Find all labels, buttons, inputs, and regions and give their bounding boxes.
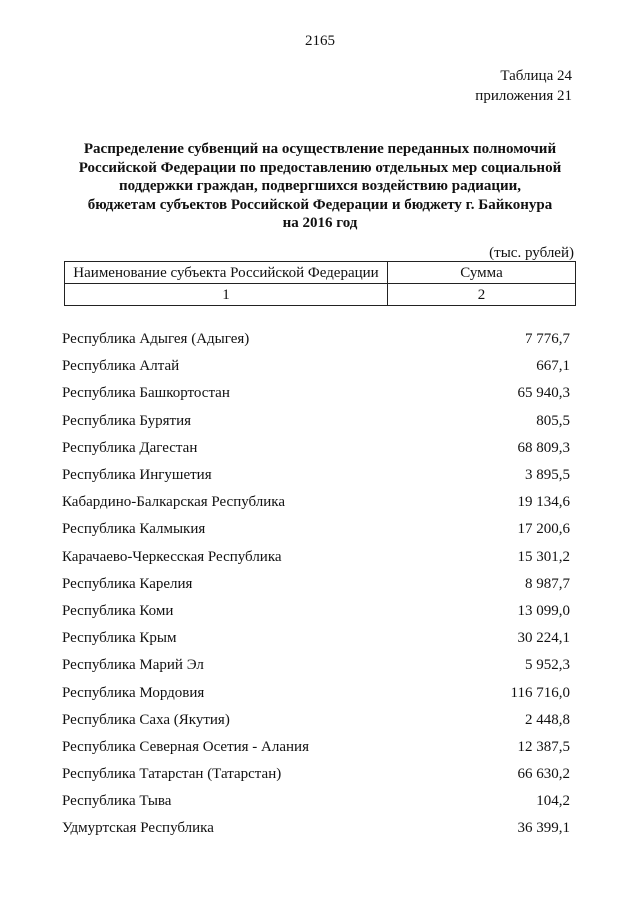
subject-name: Республика Крым xyxy=(62,630,177,647)
table-row xyxy=(62,761,570,788)
amount-value: 3 895,5 xyxy=(525,467,570,484)
table-row xyxy=(62,353,570,380)
table-row xyxy=(62,625,570,652)
table-row xyxy=(62,788,570,815)
subject-name: Республика Коми xyxy=(62,602,174,619)
table-row xyxy=(62,598,570,625)
table-row xyxy=(62,679,570,706)
table-reference xyxy=(475,66,572,106)
amount-value: 667,1 xyxy=(536,358,570,375)
table-row xyxy=(62,571,570,598)
amount-value: 36 399,1 xyxy=(517,820,570,837)
table-header xyxy=(64,261,576,306)
subject-name: Кабардино-Балкарская Республика xyxy=(62,494,286,511)
column-header-name: Наименование субъекта Российской Федерации xyxy=(65,262,388,284)
amount-value: 805,5 xyxy=(536,412,570,429)
amount-value: 116 716,0 xyxy=(510,684,570,701)
table-reference-line: приложения 21 xyxy=(475,88,572,104)
amount-value: 15 301,2 xyxy=(517,548,570,565)
amount-value: 7 776,7 xyxy=(525,331,570,348)
title-line: бюджетам субъектов Российской Федерации и бюджету г. Байконура xyxy=(87,196,553,213)
subject-name: Республика Алтай xyxy=(62,358,180,375)
table-row xyxy=(62,380,570,407)
amount-value: 30 224,1 xyxy=(517,630,570,647)
amount-value: 2 448,8 xyxy=(525,711,570,728)
table-row xyxy=(62,544,570,571)
amount-value: 12 387,5 xyxy=(517,738,570,755)
column-number-row xyxy=(65,284,576,306)
table-body xyxy=(62,326,570,843)
amount-value: 17 200,6 xyxy=(517,521,570,538)
subject-name: Республика Татарстан (Татарстан) xyxy=(62,766,282,783)
subject-name: Республика Адыгея (Адыгея) xyxy=(62,331,250,348)
subject-name: Республика Саха (Якутия) xyxy=(62,711,230,728)
amount-value: 5 952,3 xyxy=(525,657,570,674)
column-number-2: 2 xyxy=(388,284,576,306)
amount-value: 13 099,0 xyxy=(517,602,570,619)
table-row xyxy=(62,734,570,761)
column-number-1: 1 xyxy=(65,284,388,306)
amount-value: 68 809,3 xyxy=(517,439,570,456)
table-row xyxy=(62,815,570,842)
subject-name: Республика Дагестан xyxy=(62,439,198,456)
subject-name: Республика Северная Осетия - Алания xyxy=(62,738,309,755)
title-line: Российской Федерации по предоставлению отдельных мер социальной xyxy=(78,159,562,176)
amount-value: 65 940,3 xyxy=(517,385,570,402)
amount-value: 19 134,6 xyxy=(517,494,570,511)
table-row xyxy=(62,408,570,435)
column-header-amount: Сумма xyxy=(388,262,576,284)
table-row xyxy=(62,489,570,516)
table-row xyxy=(62,435,570,462)
table-row xyxy=(62,707,570,734)
table-row xyxy=(62,516,570,543)
subject-name: Республика Карелия xyxy=(62,575,193,592)
amount-value: 66 630,2 xyxy=(517,766,570,783)
table-row xyxy=(62,462,570,489)
table-row xyxy=(62,326,570,353)
subject-name: Республика Мордовия xyxy=(62,684,205,701)
table-row xyxy=(62,652,570,679)
header-row xyxy=(65,262,576,284)
subject-name: Республика Башкортостан xyxy=(62,385,230,402)
subject-name: Республика Тыва xyxy=(62,793,172,810)
amount-value: 104,2 xyxy=(536,793,570,810)
subject-name: Карачаево-Черкесская Республика xyxy=(62,548,282,565)
amount-value: 8 987,7 xyxy=(525,575,570,592)
subject-name: Республика Марий Эл xyxy=(62,657,204,674)
document-title xyxy=(60,140,580,233)
subject-name: Удмуртская Республика xyxy=(62,820,214,837)
subject-name: Республика Бурятия xyxy=(62,412,192,429)
title-line: поддержки граждан, подвергшихся воздействию радиации, xyxy=(118,178,522,194)
table-reference-line: Таблица 24 xyxy=(500,68,572,84)
subject-name: Республика Калмыкия xyxy=(62,521,206,538)
units-label: (тыс. рублей) xyxy=(489,245,574,261)
page-number: 2165 xyxy=(305,33,335,49)
subject-name: Республика Ингушетия xyxy=(62,467,212,484)
title-line: Распределение субвенций на осуществление переданных полномочий xyxy=(83,141,557,157)
title-line: на 2016 год xyxy=(282,215,358,231)
